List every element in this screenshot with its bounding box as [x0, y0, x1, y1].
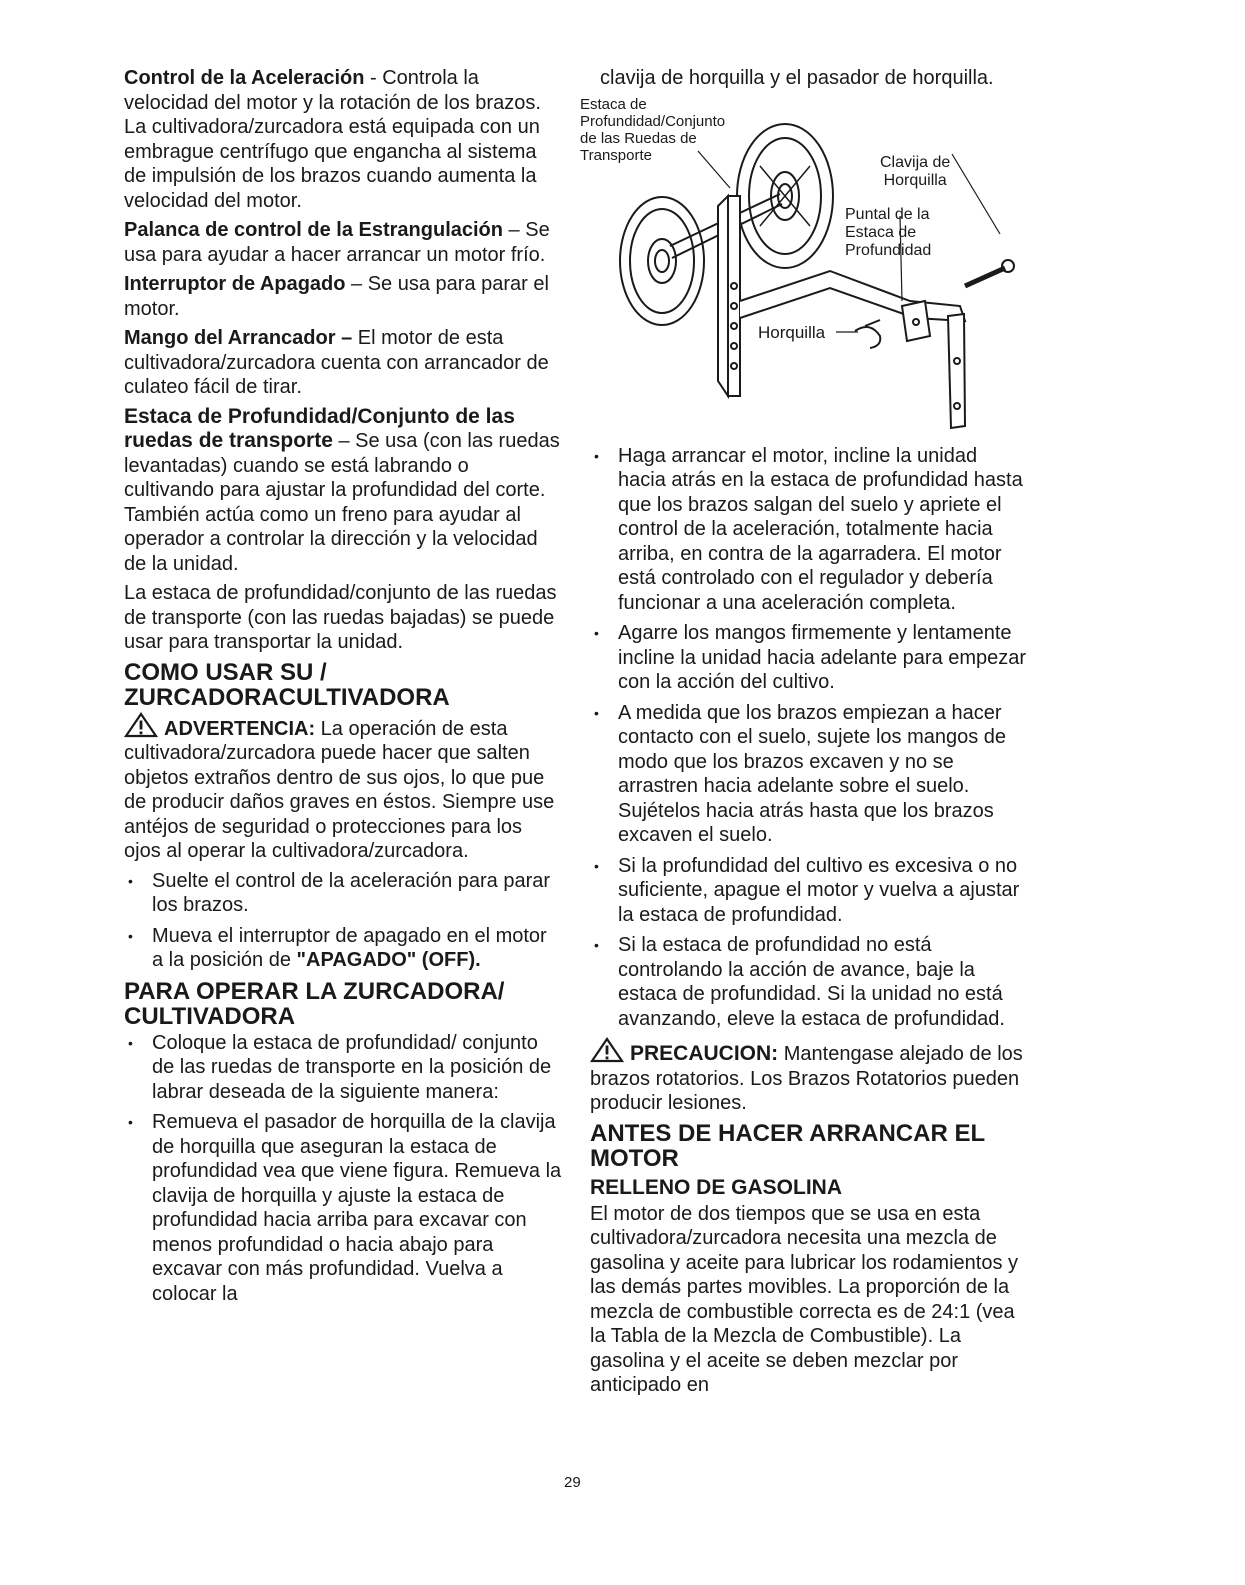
term-throttle-control: Control de la Aceleración [124, 67, 365, 89]
caution-paragraph [590, 1037, 1030, 1116]
caution-triangle-icon [590, 1037, 624, 1063]
desc-depth-stake: – Se usa (con las ruedas levantadas) cuando se está labrando o cultivando para ajustar la profundidad del corte. También actúa como un freno para ayudar al operador a controlar la dirección y la velocidad de la unidad. [124, 430, 560, 575]
operation-steps-list [590, 444, 1030, 1032]
list-item-text: Mueva el interruptor de apagado en el motor a la posición de [152, 924, 547, 971]
term-depth-stake: Estaca de Profundidad/Conjunto de las ruedas de transporte [124, 404, 515, 452]
front-wheel-shape [620, 197, 704, 325]
desc-throttle-control: - Controla la velocidad del motor y la rotación de los brazos. La cultivadora/zurcadora está equipada con un embrague centrífugo que engancha al sistema de impulsión de los brazos cuando aumenta la velocidad del motor. [124, 67, 541, 212]
list-item: • Remueva el pasador de horquilla de la clavija de horquilla que aseguran la estaca de profundidad vea que viene figura. Remueva la clavija de horquilla y ajuste la estaca de profundidad hacia arriba para excavar con menos profundidad o hacia abajo para excavar con más profundidad. Vuelva a colocar la [124, 1110, 562, 1306]
term-starter-handle: Mango del Arrancador – [124, 327, 353, 349]
list-item: • Suelte el control de la aceleración para parar los brazos. [124, 869, 562, 918]
list-item: • Agarre los mangos firmemente y lentamente incline la unidad hacia adelante para empezar con la acción del cultivo. [590, 621, 1030, 695]
term-choke-lever: Palanca de control de la Estrangulación [124, 219, 503, 241]
list-item: • Si la estaca de profundidad no está controlando la acción de avance, baje la estaca de profundidad. Si la unidad no está avanzando, eleve la estaca de profundidad. [590, 933, 1030, 1031]
paragraph-stop-switch [124, 272, 562, 321]
right-column [580, 66, 1030, 1403]
continuation-text: clavija de horquilla y el pasador de horquilla. [600, 67, 994, 89]
warning-text: La operación de esta cultivadora/zurcadora puede hacer que salten objetos extraños dentro de sus ojos, lo que pue de producir daños graves en éstos. Siempre use antéjos de seguridad o protecciones para los ojos al operar la cultivadora/zurcadora. [124, 717, 555, 862]
list-item: • Si la profundidad del cultivo es excesiva o no suficiente, apague el motor y vuelva a ajustar la estaca de profundidad. [590, 854, 1030, 928]
operate-steps-list [124, 1031, 562, 1307]
label-hairpin: Horquilla [758, 322, 826, 342]
paragraph-transport: La estaca de profundidad/conjunto de las ruedas de transporte (con las ruedas bajadas) se puede usar para transportar la unidad. [124, 582, 557, 653]
left-column [124, 66, 562, 1312]
fuel-paragraph: El motor de dos tiempos que se usa en esta cultivadora/zurcadora necesita una mezcla de gasolina y aceite para lubricar los rodamientos y las demás partes movibles. La proporción de la mezcla de combustible correcta es de 24:1 (vea la Tabla de la Mezcla de Combustible). La gasolina y el aceite se deben mezclar por anticipado en [590, 1202, 1018, 1396]
paragraph-throttle-control [124, 66, 562, 213]
warning-label: ADVERTENCIA: [164, 717, 316, 740]
heading-before-starting: ANTES DE HACER ARRANCAR EL MOTOR [590, 1119, 985, 1172]
warning-paragraph [124, 712, 562, 864]
desc-starter-handle: El motor de esta cultivadora/zurcadora cuenta con arrancador de culateo fácil de tirar. [124, 327, 549, 398]
desc-choke-lever: – Se usa para ayudar a hacer arrancar un motor frío. [124, 219, 550, 266]
stop-steps-list [124, 869, 562, 973]
list-item [124, 924, 562, 973]
heading-how-to-use: COMO USAR SU / ZURCADORACULTIVADORA [124, 658, 450, 711]
term-stop-switch: Interruptor de Apagado [124, 273, 346, 295]
list-item: • Haga arrancar el motor, incline la unidad hacia atrás en la estaca de profundidad hasta que los brazos salgan del suelo y apriete el control de la aceleración, totalmente hacia arriba, en contra de la agarradera. El motor está controlado con el regulador y debería funcionar a una aceleración completa. [590, 444, 1030, 616]
paragraph-starter-handle [124, 326, 562, 400]
desc-stop-switch: – Se usa para parar el motor. [124, 273, 549, 320]
paragraph-depth-stake [124, 405, 562, 577]
label-clevis-pin: Clavija de Horquilla [880, 153, 951, 189]
depth-stake-figure [580, 96, 1020, 436]
list-item: • Coloque la estaca de profundidad/ conjunto de las ruedas de transporte en la posición de labrar deseada de la siguiente manera: [124, 1031, 562, 1105]
label-depth-stake-wheels: Estaca de Profundidad/Conjunto de las Ruedas de Transporte [580, 95, 726, 164]
list-item: • A medida que los brazos empiezan a hacer contacto con el suelo, sujete los mangos de modo que los brazos excaven y no se arrastren hacia adelante sobre el suelo. Sujételos hacia atrás hasta que los brazos excaven el suelo. [590, 701, 1030, 848]
off-position-label: "APAGADO" (OFF). [296, 949, 481, 971]
warning-triangle-icon [124, 712, 158, 738]
caution-label: PRECAUCION: [630, 1042, 779, 1065]
label-stake-tip: Puntal de la Estaca de Profundidad [845, 205, 932, 259]
heading-to-operate: PARA OPERAR LA ZURCADORA/ CULTIVADORA [124, 977, 505, 1030]
paragraph-choke-lever [124, 218, 562, 267]
page-number: 29 [564, 1474, 581, 1491]
heading-fuel-fill: RELLENO DE GASOLINA [590, 1175, 843, 1199]
caution-text: Mantengase alejado de los brazos rotatorios. Los Brazos Rotatorios pueden producir lesiones. [590, 1043, 1023, 1114]
